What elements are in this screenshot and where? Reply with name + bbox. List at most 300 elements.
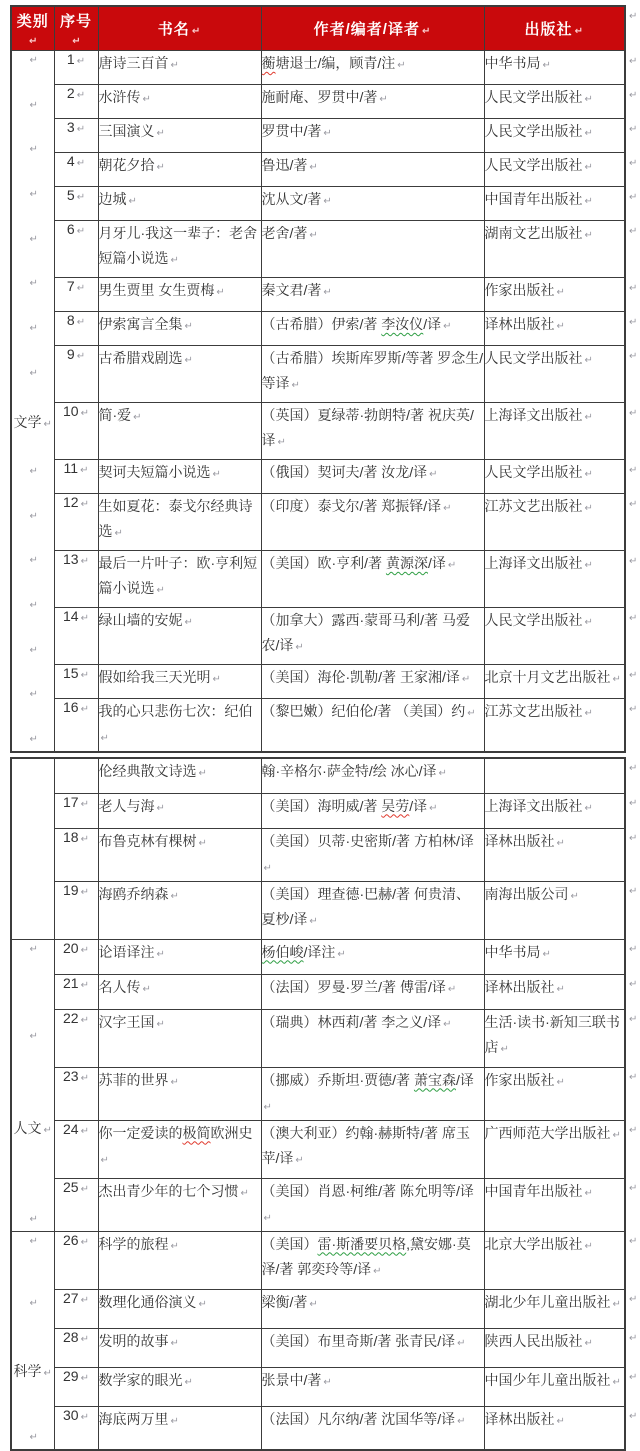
paragraph-mark-icon: ↵	[156, 802, 165, 814]
paragraph-mark-icon: ↵	[29, 1235, 38, 1247]
spellcheck-squiggle: 吴劳	[381, 797, 410, 814]
cell-book-title-text: 生如夏花：泰戈尔经典诗选	[98, 498, 253, 539]
cell-publisher-text: 译林出版社	[484, 978, 555, 995]
paragraph-mark-icon: ↵	[80, 1372, 89, 1384]
cell-author-text: 秦文君/著	[261, 282, 322, 298]
cell-publisher	[484, 1328, 625, 1367]
column-header-author	[261, 6, 484, 51]
cell-book-title-text: 边城	[98, 191, 127, 207]
row-end-paragraph-mark-icon: ↵	[629, 944, 638, 955]
cell-num-text: 6	[66, 221, 75, 237]
cell-book-title-text: 唐诗三百首	[98, 55, 169, 71]
spellcheck-squiggle: 极简	[182, 1124, 211, 1141]
cell-book-title	[98, 1231, 261, 1289]
cell-publisher-text: 广西师范大学出版社	[484, 1124, 611, 1141]
cell-publisher	[484, 1289, 625, 1328]
cell-publisher	[484, 312, 625, 346]
paragraph-mark-icon: ↵	[29, 367, 38, 379]
table-row	[11, 1120, 625, 1178]
column-header-title-label: 书名	[157, 21, 190, 38]
paragraph-mark-icon: ↵	[29, 35, 39, 47]
cell-book-title-text: 简·爱	[98, 407, 132, 423]
cell-publisher	[484, 85, 625, 119]
table-row	[11, 974, 625, 1009]
paragraph-mark-icon: ↵	[421, 26, 432, 37]
paragraph-mark-icon: ↵	[76, 283, 86, 294]
cell-publisher-text: 人民文学出版社	[484, 612, 583, 628]
paragraph-mark-icon: ↵	[80, 833, 89, 845]
paragraph-mark-icon: ↵	[29, 55, 38, 66]
paragraph-mark-icon: ↵	[397, 60, 406, 71]
paragraph-mark-icon: ↵	[80, 944, 89, 956]
cell-author	[261, 153, 484, 187]
row-end-paragraph-mark-icon: ↵	[629, 316, 638, 328]
paragraph-mark-icon: ↵	[156, 1018, 165, 1030]
cell-author	[261, 346, 484, 403]
spellcheck-squiggle: 李汝仪	[381, 316, 424, 332]
paragraph-mark-icon: ↵	[114, 528, 123, 539]
cell-book-title-text: 苏菲的世界	[98, 1071, 169, 1088]
paragraph-mark-icon: ↵	[309, 915, 318, 927]
table-row	[11, 608, 625, 665]
table-row	[11, 494, 625, 551]
row-end-paragraph-mark-icon: ↵	[629, 1372, 638, 1383]
cell-num	[54, 460, 98, 494]
cell-publisher-text: 作家出版社	[484, 1071, 555, 1088]
paragraph-mark-icon: ↵	[309, 162, 318, 173]
cell-book-title	[98, 551, 261, 608]
paragraph-mark-icon: ↵	[80, 798, 89, 810]
cell-book-title-text: 契诃夫短篇小说选	[98, 464, 211, 480]
table-row	[11, 1178, 625, 1231]
cell-book-title	[98, 494, 261, 551]
paragraph-mark-icon: ↵	[43, 419, 52, 431]
cell-publisher	[484, 153, 625, 187]
cell-book-title	[98, 153, 261, 187]
paragraph-mark-icon: ↵	[29, 644, 38, 656]
table-row	[11, 85, 625, 119]
row-end-paragraph-mark-icon: ↵	[629, 89, 638, 101]
category-cell-content	[12, 940, 54, 1229]
cell-author	[261, 1067, 484, 1120]
cell-publisher	[484, 51, 625, 85]
table-row	[11, 346, 625, 403]
cell-author	[261, 608, 484, 665]
cell-publisher	[484, 221, 625, 278]
paragraph-mark-icon: ↵	[76, 192, 86, 203]
cell-author	[261, 1009, 484, 1067]
cell-author	[261, 699, 484, 753]
cell-book-title	[98, 51, 261, 85]
row-end-paragraph-mark-icon: ↵	[629, 798, 638, 809]
paragraph-mark-icon: ↵	[29, 599, 38, 611]
cell-book-title-text: 海底两万里	[98, 1410, 169, 1427]
cell-publisher-text: 江苏文艺出版社	[484, 703, 583, 719]
cell-num	[54, 153, 98, 187]
row-end-paragraph-mark-icon: ↵	[629, 225, 638, 237]
cell-author	[261, 494, 484, 551]
cell-author-text: 梁衡/著	[261, 1293, 308, 1310]
cell-publisher-text: 人民文学出版社	[484, 157, 583, 173]
paragraph-mark-icon: ↵	[574, 26, 584, 37]
cell-num	[54, 1009, 98, 1067]
row-end-paragraph-mark-icon: ↵	[629, 669, 638, 681]
cell-num	[54, 793, 98, 828]
category-label	[14, 1118, 52, 1138]
cell-publisher	[484, 1367, 625, 1406]
paragraph-mark-icon: ↵	[263, 1212, 272, 1224]
paragraph-mark-icon: ↵	[612, 1298, 621, 1310]
spellcheck-squiggle: 萧宝森	[413, 1071, 456, 1088]
table-row	[11, 758, 625, 793]
paragraph-mark-icon: ↵	[184, 321, 193, 332]
row-end-paragraph-mark-icon: ↵	[629, 11, 638, 22]
cell-publisher-text: 湖北少年儿童出版社	[484, 1293, 611, 1310]
cell-publisher-text: 中国少年儿童出版社	[484, 1371, 611, 1388]
header-row	[11, 6, 625, 51]
cell-book-title-text: 数学家的眼光	[98, 1371, 183, 1388]
paragraph-mark-icon: ↵	[184, 355, 193, 366]
cell-author-text: （美国）欧·亨利/著 黄源深/译	[261, 555, 446, 571]
column-header-title	[98, 6, 261, 51]
table-row	[11, 1067, 625, 1120]
cell-author-text: （黎巴嫩）纪伯伦/著 （美国）约	[261, 703, 466, 719]
paragraph-mark-icon: ↵	[29, 510, 38, 522]
paragraph-mark-icon: ↵	[184, 617, 193, 628]
table-row	[11, 51, 625, 85]
cell-author-text: （美国）布里奇斯/著 张青民/译	[261, 1332, 456, 1349]
cell-num	[54, 881, 98, 939]
paragraph-mark-icon: ↵	[142, 94, 151, 105]
cell-author-text: 沈从文/著	[261, 191, 322, 207]
cell-author-text: （美国）海明威/著 吴劳/译	[261, 797, 428, 814]
cell-book-title-text: 水浒传	[98, 89, 141, 105]
cell-publisher	[484, 828, 625, 881]
paragraph-mark-icon: ↵	[80, 1236, 89, 1248]
table-row	[11, 665, 625, 699]
cell-book-title	[98, 1067, 261, 1120]
table-row	[11, 460, 625, 494]
cell-author	[261, 1289, 484, 1328]
cell-publisher-text: 人民文学出版社	[484, 350, 583, 366]
paragraph-mark-icon: ↵	[72, 35, 82, 47]
paragraph-mark-icon: ↵	[584, 560, 593, 571]
table-row	[11, 1231, 625, 1289]
cell-book-title	[98, 1328, 261, 1367]
row-end-paragraph-mark-icon: ↵	[629, 1125, 638, 1136]
cell-book-title	[98, 1120, 261, 1178]
paragraph-mark-icon: ↵	[29, 1432, 38, 1444]
paragraph-mark-icon: ↵	[500, 1043, 509, 1055]
cell-book-title-text: 假如给我三天光明	[98, 669, 211, 685]
cell-author-text: （瑞典）林西莉/著 李之义/译	[261, 1013, 442, 1030]
cell-author	[261, 460, 484, 494]
paragraph-mark-icon: ↵	[295, 1154, 304, 1166]
table-row	[11, 187, 625, 221]
paragraph-mark-icon: ↵	[457, 1415, 466, 1427]
cell-num-text: 15	[63, 665, 79, 681]
cell-author-text: （澳大利亚）约翰·赫斯特/著 席玉苹/译	[261, 1124, 470, 1166]
cell-publisher	[484, 608, 625, 665]
paragraph-mark-icon: ↵	[29, 733, 38, 745]
row-end-paragraph-mark-icon: ↵	[629, 123, 638, 135]
cell-book-title	[98, 1009, 261, 1067]
paragraph-mark-icon: ↵	[80, 1411, 89, 1423]
cell-num-text: 29	[63, 1367, 79, 1384]
paragraph-mark-icon: ↵	[29, 278, 38, 290]
paragraph-mark-icon: ↵	[80, 886, 89, 898]
paragraph-mark-icon: ↵	[584, 1240, 593, 1252]
row-end-paragraph-mark-icon: ↵	[629, 55, 638, 67]
paragraph-mark-icon: ↵	[584, 617, 593, 628]
cell-author	[261, 221, 484, 278]
cell-num	[54, 221, 98, 278]
paragraph-mark-icon: ↵	[29, 1298, 38, 1310]
cell-author-text: 翰·辛格尔·萨金特/绘 冰心/译	[261, 763, 437, 779]
category-label-text: 人文	[13, 1119, 42, 1136]
cell-num	[54, 1067, 98, 1120]
cell-author	[261, 312, 484, 346]
cell-publisher-text: 中国青年出版社	[484, 1182, 583, 1199]
cell-publisher	[484, 1120, 625, 1178]
paragraph-mark-icon: ↵	[542, 60, 551, 71]
paragraph-mark-icon: ↵	[170, 890, 179, 902]
paragraph-mark-icon: ↵	[309, 1298, 318, 1310]
cell-num	[54, 119, 98, 153]
paragraph-mark-icon: ↵	[584, 1187, 593, 1199]
cell-num-text: 7	[66, 278, 75, 294]
paragraph-mark-icon: ↵	[438, 768, 447, 779]
table-row	[11, 828, 625, 881]
cell-book-title-text: 杰出青少年的七个习惯	[98, 1182, 239, 1199]
category-cell-文学	[11, 51, 54, 753]
cell-book-title	[98, 312, 261, 346]
table-row	[11, 1009, 625, 1067]
row-end-paragraph-mark-icon: ↵	[629, 157, 638, 169]
cell-publisher-text: 中华书局	[484, 55, 541, 71]
cell-num-text: 25	[63, 1178, 79, 1195]
cell-num	[54, 278, 98, 312]
cell-book-title-text: 古希腊戏剧选	[98, 350, 183, 366]
table-row	[11, 221, 625, 278]
cell-author	[261, 1178, 484, 1231]
cell-author-text: （加拿大）露西·蒙哥马利/著 马爱农/译	[261, 612, 470, 653]
cell-num-text: 27	[63, 1289, 79, 1306]
cell-publisher	[484, 403, 625, 460]
cell-book-title	[98, 665, 261, 699]
paragraph-mark-icon: ↵	[76, 124, 86, 135]
cell-author-text: 蘅塘退士/编，顾青/注	[261, 55, 396, 71]
row-end-paragraph-mark-icon: ↵	[629, 1294, 638, 1305]
cell-author-text: 杨伯峻/译注	[261, 943, 336, 960]
category-cell-content	[12, 1232, 54, 1448]
cell-book-title-text: 发明的故事	[98, 1332, 169, 1349]
cell-author-text: 施耐庵、罗贯中/著	[261, 89, 378, 105]
paragraph-mark-icon: ↵	[443, 1018, 452, 1030]
table-row	[11, 1328, 625, 1367]
cell-num-text: 22	[63, 1009, 79, 1026]
cell-author	[261, 85, 484, 119]
spellcheck-squiggle: 雷·斯潘要贝格	[317, 1235, 407, 1252]
cell-book-title	[98, 85, 261, 119]
row-end-paragraph-mark-icon: ↵	[629, 555, 638, 567]
cell-num	[54, 939, 98, 974]
cell-author	[261, 828, 484, 881]
paragraph-mark-icon: ↵	[323, 196, 332, 207]
cell-author	[261, 1328, 484, 1367]
cell-num	[54, 187, 98, 221]
cell-author-text: （法国）罗曼·罗兰/著 傅雷/译	[261, 978, 446, 995]
paragraph-mark-icon: ↵	[76, 226, 86, 237]
category-cell-content	[12, 759, 54, 937]
paragraph-mark-icon: ↵	[295, 642, 304, 653]
row-end-paragraph-mark-icon: ↵	[629, 1014, 638, 1025]
cell-num-text: 28	[63, 1328, 79, 1345]
row-end-paragraph-mark-icon: ↵	[629, 350, 638, 362]
paragraph-mark-icon: ↵	[216, 287, 225, 298]
row-end-paragraph-mark-icon: ↵	[629, 833, 638, 844]
cell-publisher-text: 作家出版社	[484, 282, 555, 298]
cell-author-text: （美国）海伦·凯勒/著 王家湘/译	[261, 669, 460, 685]
cell-book-title-text: 科学的旅程	[98, 1235, 169, 1252]
cell-book-title	[98, 187, 261, 221]
cell-book-title-text: 论语译注	[98, 943, 155, 960]
paragraph-mark-icon: ↵	[80, 499, 89, 510]
cell-author-text: 老舍/著	[261, 225, 308, 241]
paragraph-mark-icon: ↵	[29, 1030, 38, 1042]
paragraph-mark-icon: ↵	[76, 56, 86, 67]
category-cell-continued	[11, 758, 54, 939]
paragraph-mark-icon: ↵	[443, 321, 452, 332]
cell-author-text: （古希腊）伊索/著 李汝仪/译	[261, 316, 442, 332]
paragraph-mark-icon: ↵	[291, 380, 300, 391]
paragraph-mark-icon: ↵	[100, 1154, 109, 1166]
cell-num-text: 1	[66, 51, 75, 67]
cell-publisher	[484, 1178, 625, 1231]
cell-author	[261, 51, 484, 85]
paragraph-mark-icon: ↵	[191, 26, 202, 37]
paragraph-mark-icon: ↵	[584, 355, 593, 366]
cell-publisher-text: 上海译文出版社	[484, 407, 583, 423]
cell-num	[54, 312, 98, 346]
cell-author-text: （英国）夏绿蒂·勃朗特/著 祝庆英/译	[261, 407, 474, 448]
paragraph-mark-icon: ↵	[337, 948, 346, 960]
cell-num	[54, 51, 98, 85]
paragraph-mark-icon: ↵	[584, 503, 593, 514]
paragraph-mark-icon: ↵	[457, 1337, 466, 1349]
cell-num	[54, 1367, 98, 1406]
cell-book-title-text: 老人与海	[98, 797, 155, 814]
cell-book-title	[98, 939, 261, 974]
cell-num	[54, 758, 98, 793]
cell-publisher-text: 江苏文艺出版社	[484, 498, 583, 514]
cell-publisher	[484, 278, 625, 312]
paragraph-mark-icon: ↵	[584, 802, 593, 814]
cell-num-text: 30	[63, 1406, 79, 1423]
cell-author	[261, 187, 484, 221]
paragraph-mark-icon: ↵	[80, 670, 89, 681]
paragraph-mark-icon: ↵	[556, 837, 565, 849]
cell-author-text: （法国）凡尔纳/著 沈国华等/译	[261, 1410, 456, 1427]
cell-num-text: 11	[63, 460, 79, 476]
cell-num-text: 4	[66, 153, 75, 169]
paragraph-mark-icon: ↵	[443, 503, 452, 514]
row-end-paragraph-mark-icon: ↵	[629, 1183, 638, 1194]
cell-publisher	[484, 119, 625, 153]
column-header-num	[54, 6, 98, 51]
paragraph-mark-icon: ↵	[612, 1129, 621, 1141]
table-row	[11, 1367, 625, 1406]
table-row	[11, 1406, 625, 1450]
cell-num-text: 10	[63, 403, 79, 419]
cell-author	[261, 1231, 484, 1289]
cell-num-text: 26	[63, 1231, 79, 1248]
paragraph-mark-icon: ↵	[29, 689, 38, 701]
cell-book-title-text: 伊索寓言全集	[98, 316, 183, 332]
table-row	[11, 119, 625, 153]
cell-book-title-text: 伦经典散文诗选	[98, 763, 197, 779]
paragraph-mark-icon: ↵	[277, 437, 286, 448]
paragraph-mark-icon: ↵	[323, 128, 332, 139]
paragraph-mark-icon: ↵	[556, 1076, 565, 1088]
cell-author	[261, 403, 484, 460]
row-end-paragraph-mark-icon: ↵	[629, 1072, 638, 1083]
cell-book-title	[98, 608, 261, 665]
cell-book-title	[98, 1406, 261, 1450]
table-row	[11, 1289, 625, 1328]
paragraph-mark-icon: ↵	[76, 158, 86, 169]
cell-author	[261, 793, 484, 828]
cell-publisher-text: 人民文学出版社	[484, 123, 583, 139]
cell-book-title	[98, 793, 261, 828]
paragraph-mark-icon: ↵	[156, 948, 165, 960]
paragraph-mark-icon: ↵	[309, 230, 318, 241]
paragraph-mark-icon: ↵	[556, 287, 565, 298]
column-header-publisher-label: 出版社	[524, 21, 573, 38]
paragraph-mark-icon: ↵	[429, 802, 438, 814]
cell-publisher	[484, 939, 625, 974]
paragraph-mark-icon: ↵	[584, 128, 593, 139]
paragraph-mark-icon: ↵	[29, 188, 38, 200]
row-end-paragraph-mark-icon: ↵	[629, 191, 638, 203]
cell-publisher	[484, 187, 625, 221]
cell-author	[261, 974, 484, 1009]
cell-num	[54, 1120, 98, 1178]
paragraph-mark-icon: ↵	[29, 555, 38, 567]
paragraph-mark-icon: ↵	[29, 233, 38, 245]
book-table-section-1	[10, 5, 626, 753]
cell-num-text: 20	[63, 939, 79, 956]
paragraph-mark-icon: ↵	[133, 412, 142, 423]
cell-author	[261, 119, 484, 153]
paragraph-mark-icon: ↵	[80, 1014, 89, 1026]
column-header-author-label: 作者/编者/译者	[313, 21, 420, 38]
paragraph-mark-icon: ↵	[323, 287, 332, 298]
cell-num-text: 12	[63, 494, 79, 510]
cell-num	[54, 665, 98, 699]
paragraph-mark-icon: ↵	[29, 943, 38, 955]
cell-author-text: （美国）雷·斯潘要贝格,黛安娜·莫泽/著 郭奕玲等/译	[261, 1235, 471, 1277]
paragraph-mark-icon: ↵	[429, 469, 438, 480]
category-label-text: 科学	[13, 1362, 42, 1379]
table-row	[11, 312, 625, 346]
cell-book-title	[98, 460, 261, 494]
cell-num	[54, 1231, 98, 1289]
table-row	[11, 551, 625, 608]
paragraph-mark-icon: ↵	[556, 983, 565, 995]
cell-publisher	[484, 551, 625, 608]
cell-publisher-text: 生活·读书·新知三联书店	[484, 1013, 620, 1055]
